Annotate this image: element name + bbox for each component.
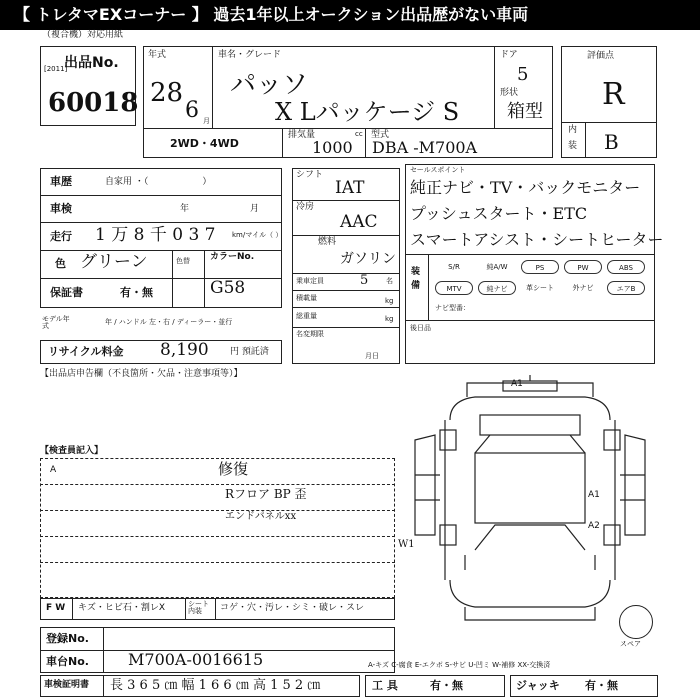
capacity-label: 乗車定員: [296, 277, 324, 285]
doors-label: ドア: [500, 50, 518, 60]
color-value: グリーン: [80, 252, 148, 272]
repair-note: 修復: [218, 460, 249, 478]
car-diagram: [405, 375, 655, 625]
fuel-label: 燃料: [318, 237, 337, 247]
doors-value: 5: [517, 64, 529, 85]
option-leather: 革シート: [526, 284, 554, 292]
sales-line-2: プッシュスタート・ETC: [410, 204, 588, 223]
option-sr: S/R: [448, 263, 460, 271]
after-label: 後日品: [410, 324, 431, 332]
option-ext-navi: 外ナビ: [572, 284, 594, 292]
handle-label: 年 / ハンドル 左・右 / ディーラー・並行: [105, 318, 233, 326]
color-change-label: 色替: [176, 257, 190, 265]
declaration-label: 【出品店申告欄（不良箇所・欠品・注意事項等）】: [40, 369, 243, 379]
lot-label: 出品No.: [64, 55, 119, 71]
year-label: 年式: [148, 50, 167, 60]
chassis-value: M700A-0016615: [128, 650, 264, 669]
spare-tire-icon: [619, 605, 653, 639]
history-options: 自家用 ・（ ）: [105, 177, 212, 187]
month-value: 6: [185, 98, 199, 123]
shape-value: 箱型: [507, 101, 543, 122]
fw-items: キズ・ヒビ石・割レX: [78, 603, 165, 613]
inspection-label: 車検: [50, 202, 72, 215]
option-mtv: MTV: [435, 281, 473, 295]
mileage-value: 1 万 8 千 0 3 7: [95, 225, 216, 245]
month-unit: 月: [203, 117, 210, 125]
reg-label: 登録No.: [46, 632, 89, 645]
aircon-label: 冷房: [296, 202, 315, 212]
aircon-value: AAC: [340, 212, 378, 232]
inspection-month: 月: [250, 204, 260, 214]
drive-label: 2WD・4WD: [170, 137, 239, 150]
mileage-label: 走行: [50, 230, 72, 243]
shape-label: 形状: [500, 88, 519, 98]
displacement-unit: cc: [355, 130, 363, 138]
shift-value: IAT: [335, 178, 365, 198]
history-label: 車歴: [50, 175, 72, 188]
damage-w1: W1: [398, 539, 415, 550]
cert-dimensions: 長 3 6 5 ㎝ 幅 1 6 6 ㎝ 高 1 5 2 ㎝: [110, 678, 321, 693]
displacement-value: 1000: [312, 138, 353, 157]
damage-a1-side: A1: [588, 490, 600, 500]
option-aw: 純A/W: [486, 263, 508, 271]
damage-a2-side: A2: [588, 521, 600, 531]
option-airbag: エアB: [607, 281, 645, 295]
damage-legend: A-キズ C-腐食 E-エクボ S-サビ U-凹ミ W-補修 XX-交換済: [368, 661, 551, 669]
next-label: 名変期限: [296, 330, 324, 338]
next-unit: 月日: [365, 352, 379, 360]
inspector-label: 【検査員記入】: [40, 446, 104, 456]
inspection-year: 年: [180, 204, 190, 214]
mileage-unit: km/マイル（ ）: [232, 231, 283, 239]
load-label: 積載量: [296, 294, 317, 302]
sales-line-1: 純正ナビ・TV・バックモニター: [410, 178, 641, 197]
gross-label: 総重量: [296, 312, 317, 320]
fuel-value: ガソリン: [340, 251, 396, 267]
jack-label: ジャッキ: [516, 679, 560, 692]
year-value: 28: [150, 78, 184, 108]
seat-label: シート内装: [188, 600, 209, 615]
color-label: 色: [55, 257, 66, 270]
year-code: [2011]: [44, 65, 68, 73]
spare-label: スペア: [620, 640, 641, 648]
equip-label: 装備: [411, 267, 421, 291]
score-value: R: [602, 77, 625, 112]
option-pw: PW: [564, 260, 602, 274]
tools-value: 有・無: [430, 679, 463, 692]
capacity-value: 5: [360, 273, 369, 288]
note-floor: Rフロア BP 歪: [225, 487, 307, 501]
cert-label: 車検証明書: [44, 680, 90, 690]
recycle-value: 8,190: [160, 340, 209, 360]
fw-label: F W: [46, 603, 66, 613]
option-navi: 純ナビ: [478, 281, 516, 295]
inspector-box: [40, 458, 395, 598]
option-ps: PS: [521, 260, 559, 274]
recycle-unit: 円 預託済: [230, 347, 269, 357]
score-label: 評価点: [587, 51, 615, 61]
jack-value: 有・無: [585, 679, 618, 692]
recycle-label: リサイクル料金: [48, 345, 124, 358]
navi-label: ナビ型番：: [435, 304, 470, 312]
interior-label-2: 装: [568, 141, 578, 151]
warranty-value: 有・無: [120, 286, 153, 299]
seat-items: コゲ・穴・汚レ・シミ・破レ・スレ: [220, 603, 365, 613]
type-value: DBA -M700A: [372, 138, 478, 157]
model-label: 車名・グレード: [218, 50, 282, 60]
colorno-value: G58: [210, 278, 246, 298]
option-abs: ABS: [607, 260, 645, 274]
gross-unit: kg: [385, 315, 394, 323]
note-panel: エンドパネルxx: [225, 511, 297, 522]
model-year-label: モデル年式: [42, 315, 70, 330]
load-unit: kg: [385, 297, 394, 305]
colorno-label: カラーNo.: [210, 252, 255, 262]
shift-label: シフト: [296, 170, 324, 180]
model-name: パッソ: [230, 70, 309, 100]
type-label: 型式: [371, 130, 390, 140]
sheet-subtitle: （複合機）対応用紙: [42, 30, 124, 40]
chassis-label: 車台No.: [46, 655, 89, 668]
capacity-unit: 名: [386, 277, 393, 285]
lot-number: 60018: [48, 88, 139, 118]
header-title: 【 トレタマEXコーナー 】 過去1年以上オークション出品歴がない車両: [14, 5, 529, 24]
sales-line-3: スマートアシスト・シートヒーター: [410, 230, 664, 249]
interior-label-1: 内: [568, 125, 578, 135]
inspector-a-label: A: [50, 465, 57, 475]
interior-value: B: [604, 130, 619, 154]
grade-value: X Lパッケージ S: [275, 98, 460, 126]
warranty-label: 保証書: [50, 286, 83, 299]
displacement-label: 排気量: [288, 130, 316, 140]
sales-label: セールスポイント: [410, 166, 466, 174]
damage-a1-top: A1: [511, 379, 523, 389]
tools-label: 工 具: [372, 679, 398, 692]
